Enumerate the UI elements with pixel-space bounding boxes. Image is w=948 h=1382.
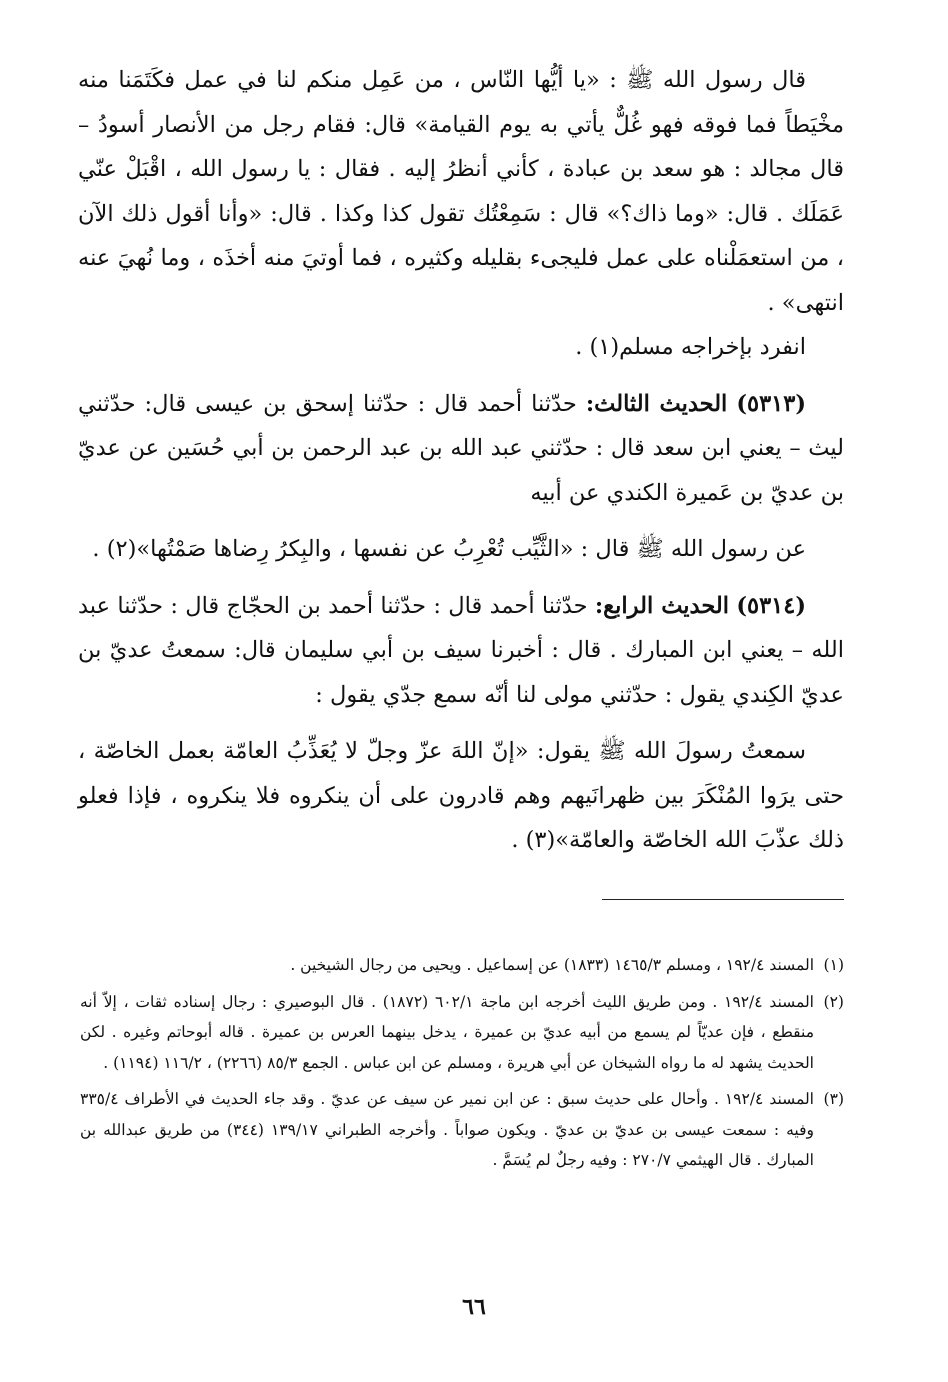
footnotes <box>80 950 844 1182</box>
hadith-4-isnad-text: حدّثنا أحمد قال : حدّثنا أحمد بن الحجّاج قال : حدّثنا عبد الله – يعني ابن المبارك . قال : أخبرنا سيف بن أبي سليمان قال: سمعتُ عديّ بن عديّ الكِندي يقول : حدّثني مولى لنا أنّه سمع جدّي يقول : <box>78 592 844 708</box>
footnote-1 <box>80 950 844 981</box>
main-text <box>78 58 844 863</box>
hadith-4-title: الحديث الرابع: <box>594 592 730 619</box>
footnote-3-text: المسند ١٩٢/٤ . وأحال على حديث سبق : عن ابن نمير عن سيف عن عديّ . وقد جاء الحديث في الأطراف ٣٣٥/٤ وفيه : سمعت عيسى بن عديّ بن عديّ . ويكون صواباً . وأخرجه الطبراني ١٣٩/١٧ (٣٤٤) من طريق عبدالله بن المبارك . قال الهيثمي ٢٧٠/٧ : وفيه رجلٌ لم يُسَمَّ . <box>80 1090 814 1169</box>
footnote-3-number: (٣) <box>823 1090 844 1108</box>
footnote-2 <box>80 987 844 1079</box>
footnote-2-number: (٢) <box>823 992 844 1011</box>
footnote-1-text: المسند ١٩٢/٤ ، ومسلم ١٤٦٥/٣ (١٨٣٣) عن إسماعيل . ويحيى من رجال الشيخين . <box>290 956 814 974</box>
paragraph-hadith-2-matn: قال رسول الله ﷺ : «يا أيُّها النّاس ، من عَمِل منكم لنا في عمل فكَتَمَنا منه مخْيَطاً فما فوقه فهو غُلٌّ يأتي به يوم القيامة» قال: فقام رجل من الأنصار أسودُ – قال مجالد : هو سعد بن عبادة ، كأني أنظرُ إليه . فقال : يا رسول الله ، اقْبَلْ عنّي عَمَلَك . قال: «وما ذاك؟» قال : سَمِعْتُك تقول كذا وكذا . قال: «وأنا أقول ذلك الآن ، من استعمَلْناه على عمل فليجىء بقليله وكثيره ، فما أوتيَ منه أخذَه ، وما نُهيَ عنه انتهى» . <box>78 67 844 316</box>
footnote-separator <box>602 899 844 900</box>
footnote-3 <box>80 1084 844 1176</box>
hadith-4-number: (٥٣١٤) <box>736 592 807 619</box>
hadith-3-isnad <box>78 382 844 516</box>
paragraph-attribution: انفرد بإخراجه مسلم(١) . <box>575 334 806 360</box>
page-number: ٦٦ <box>462 1294 486 1320</box>
hadith-3-number: (٥٣١٣) <box>736 390 806 417</box>
footnote-1-number: (١) <box>823 956 844 974</box>
hadith-4-matn: سمعتُ رسولَ الله ﷺ يقول: «إنّ اللهَ عزّ وجلّ لا يُعَذِّبُ العامّة بعمل الخاصّة ، حتى يرَوا المُنْكَرَ بين ظهرانَيهم وهم قادرون على أن ينكروه فلا ينكروه ، فإذا فعلو ذلك عذّبَ الله الخاصّة والعامّة»(٣) . <box>78 738 844 853</box>
hadith-3-title: الحديث الثالث: <box>585 390 728 417</box>
footnote-2-text: المسند ١٩٢/٤ . ومن طريق الليث أخرجه ابن ماجة ٦٠٢/١ (١٨٧٢) . قال البوصيري : رجال إسناده ثقات ، إلاّ أنه منقطع ، فإن عديّاً لم يسمع من أبيه عديّ بن عميرة ، يدخل بينهما العرس بن عميرة . قاله أبوحاتم وغيره . لكن الحديث يشهد له ما رواه الشيخان عن أبي هريرة ، ومسلم عن ابن عباس . الجمع ٨٥/٣ (٢٢٦٦) ، ١١٦/٢ (١١٩٤) . <box>80 992 814 1072</box>
hadith-3-matn: عن رسول الله ﷺ قال : «الثَّيِّب تُعْرِبُ عن نفسها ، والبِكرُ رِضاها صَمْتُها»(٢) . <box>92 536 806 562</box>
hadith-4-isnad <box>78 584 844 718</box>
hadith-3-isnad-text: حدّثنا أحمد قال : حدّثنا إسحق بن عيسى قال: حدّثني ليث – يعني ابن سعد قال : حدّثني عبد الله بن عبد الرحمن بن أبي حُسَين عن عديّ بن عديّ بن عَميرة الكندي عن أبيه <box>78 390 844 506</box>
